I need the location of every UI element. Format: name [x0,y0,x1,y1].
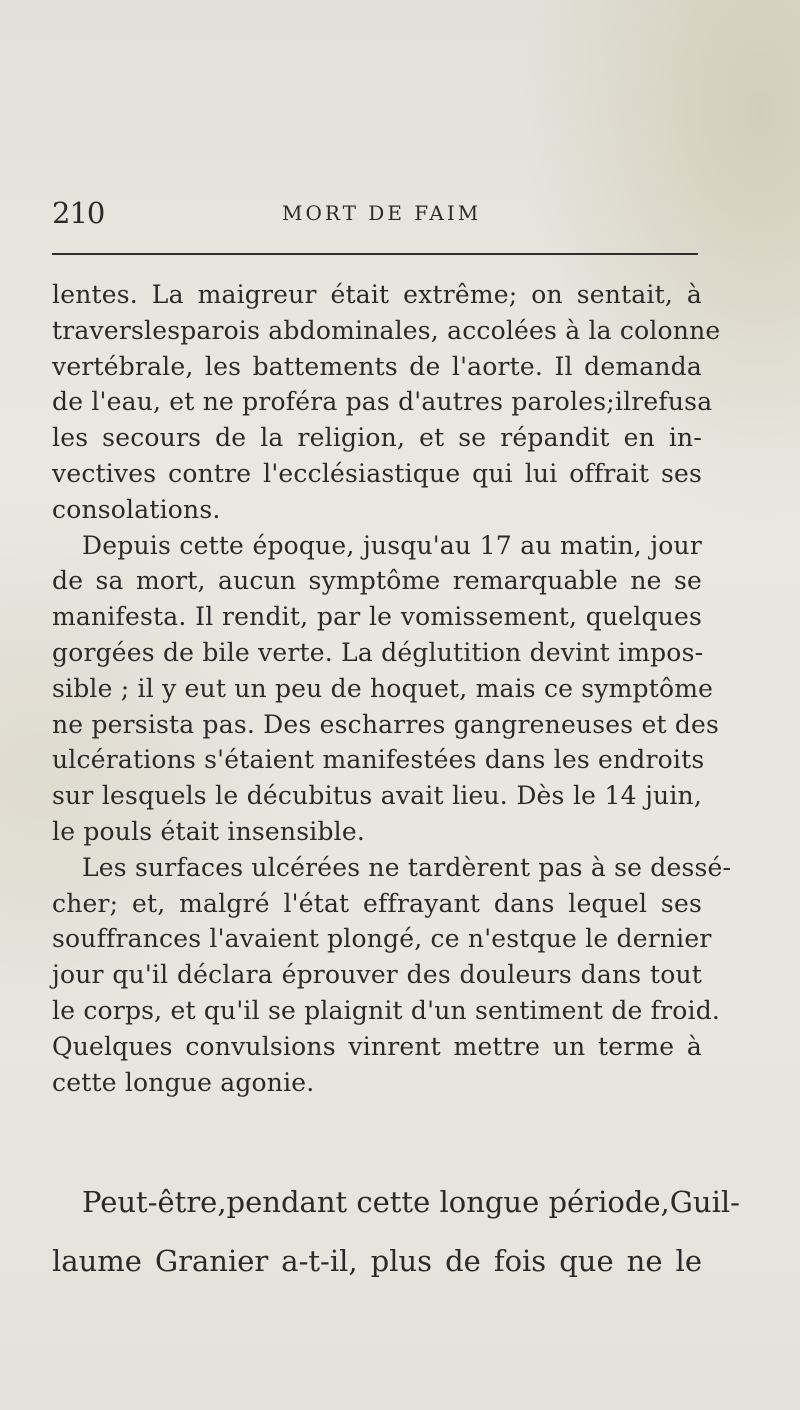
next-paragraph [52,1173,740,1291]
text-line: les secours de la religion, et se répandit en in- [52,423,702,453]
text-line: Quelques convulsions vinrent mettre un terme à [52,1031,702,1061]
running-head: MORT DE FAIM [282,201,482,225]
text-line: Depuis cette époque, jusqu'au 17 au matin, jour [82,530,702,560]
text-line: le corps, et qu'il se plaignit d'un sentiment de froid. [52,995,721,1025]
header-rule [52,253,698,255]
text-line: de sa mort, aucun symptôme remarquable ne se [52,566,702,596]
text-line: souffrances l'avaient plongé, ce n'estque le dernier [52,924,712,954]
text-line: vectives contre l'ecclésiastique qui lui offrait ses [52,458,702,488]
page-number: 210 [52,196,105,230]
text-line: gorgées de bile verte. La déglutition devint impos- [52,637,704,667]
paragraph [52,850,732,1101]
text-line: ne persista pas. Des escharres gangreneuses et des [52,709,720,739]
text-line: Les surfaces ulcérées ne tardèrent pas à se dessé- [82,852,732,882]
text-line: vertébrale, les battements de l'aorte. Il demanda [52,351,702,381]
text-line: cette longue agonie. [52,1067,315,1097]
text-line: de l'eau, et ne proféra pas d'autres paroles;ilrefusa [52,387,713,417]
text-line: traverslesparois abdominales, accolées à la colonne [52,315,721,345]
text-line: consolations. [52,494,221,524]
text-line: laume Granier a-t-il, plus de fois que ne le [52,1244,702,1278]
text-line: ulcérations s'étaient manifestées dans les endroits [52,745,705,775]
text-line: sur lesquels le décubitus avait lieu. Dès le 14 juin, [52,781,702,811]
text-line: Peut-être,pendant cette longue période,Guil- [82,1185,740,1219]
text-line: lentes. La maigreur était extrême; on sentait, à [52,280,702,309]
paragraph [52,277,721,528]
paragraph [52,528,720,850]
text-line: manifesta. Il rendit, par le vomissement, quelques [52,602,702,632]
text-line: cher; et, malgré l'état effrayant dans lequel ses [52,888,702,918]
text-line: le pouls était insensible. [52,816,365,846]
text-line: jour qu'il déclara éprouver des douleurs dans tout [52,960,702,990]
text-line: sible ; il y eut un peu de hoquet, mais ce symptôme [52,673,714,703]
body-text [52,277,732,1100]
